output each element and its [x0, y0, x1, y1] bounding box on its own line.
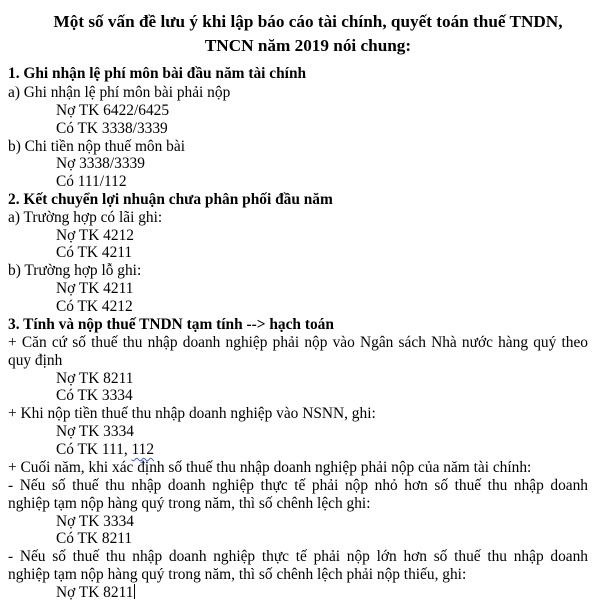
section-3-para-5-line-1: - Nếu số thuế thu nhập doanh nghiệp thực tế phải nộp lớn hơn số thuế thu nhập doanh	[8, 548, 588, 565]
section-3-para-2-credit-prefix: Có TK 111,	[56, 441, 132, 458]
section-3-para-1-debit: Nợ TK 8211	[56, 370, 134, 387]
text-cursor	[134, 584, 135, 599]
spellcheck-flagged-text[interactable]: 112	[131, 441, 155, 458]
section-3-para-4-line-1: - Nếu số thuế thu nhập doanh nghiệp thực tế phải nộp nhỏ hơn số thuế thu nhập doanh	[8, 477, 588, 494]
section-3-para-2-debit: Nợ TK 3334	[56, 423, 134, 440]
section-1-item-b: b) Chi tiền nộp thuế môn bài	[8, 138, 185, 155]
section-3-para-1-line-1: + Căn cứ số thuế thu nhập doanh nghiệp phải nộp vào Ngân sách Nhà nước hàng quý theo	[8, 334, 588, 351]
document-title-line-1: Một số vấn đề lưu ý khi lập báo cáo tài chính, quyết toán thuế TNDN,	[53, 12, 563, 31]
section-2-item-b: b) Trường hợp lỗ ghi:	[8, 262, 142, 279]
section-3-para-1-credit: Có TK 3334	[56, 387, 133, 404]
section-1-item-a-credit: Có TK 3338/3339	[56, 120, 168, 137]
section-2-item-a-debit: Nợ TK 4212	[56, 227, 134, 244]
section-3-para-4-line-2: nghiệp tạm nộp hàng quý trong năm, thì số chênh lệch ghi:	[8, 495, 371, 512]
section-3-para-3: + Cuối năm, khi xác định số thuế thu nhập doanh nghiệp phải nộp của năm tài chính:	[8, 459, 532, 476]
section-3-para-1-line-2: quy định	[8, 352, 63, 369]
section-3-para-4-credit: Có TK 8211	[56, 530, 133, 547]
section-3-para-5-line-2: nghiệp tạm nộp hàng quý trong năm, thì số chênh lệch phải nộp thiếu, ghi:	[8, 566, 467, 583]
section-1-heading: 1. Ghi nhận lệ phí môn bài đầu năm tài chính	[8, 65, 307, 82]
section-1-item-a-debit: Nợ TK 6422/6425	[56, 102, 170, 119]
section-1-item-b-debit: Nợ 3338/3339	[56, 155, 145, 172]
section-1-item-a: a) Ghi nhận lệ phí môn bài phải nộp	[8, 84, 231, 101]
section-3-para-5-debit-line[interactable]	[56, 584, 135, 602]
document-title-line-2: TNCN năm 2019 nói chung:	[204, 36, 412, 55]
section-2-heading: 2. Kết chuyển lợi nhuận chưa phân phối đầu năm	[8, 191, 333, 208]
section-2-item-b-credit: Có TK 4212	[56, 298, 133, 315]
section-3-heading: 3. Tính và nộp thuế TNDN tạm tính --> hạch toán	[8, 316, 334, 333]
section-3-para-2-credit	[56, 441, 154, 459]
section-2-item-a-credit: Có TK 4211	[56, 244, 133, 261]
section-3-para-4-debit: Nợ TK 3334	[56, 513, 134, 530]
section-2-item-a: a) Trường hợp có lãi ghi:	[8, 209, 163, 226]
section-2-item-b-debit: Nợ TK 4211	[56, 280, 134, 297]
section-1-item-b-credit: Có 111/112	[56, 173, 127, 190]
section-3-para-5-debit: Nợ TK 8211	[56, 584, 134, 601]
section-3-para-2: + Khi nộp tiền thuế thu nhập doanh nghiệp vào NSNN, ghi:	[8, 405, 376, 422]
